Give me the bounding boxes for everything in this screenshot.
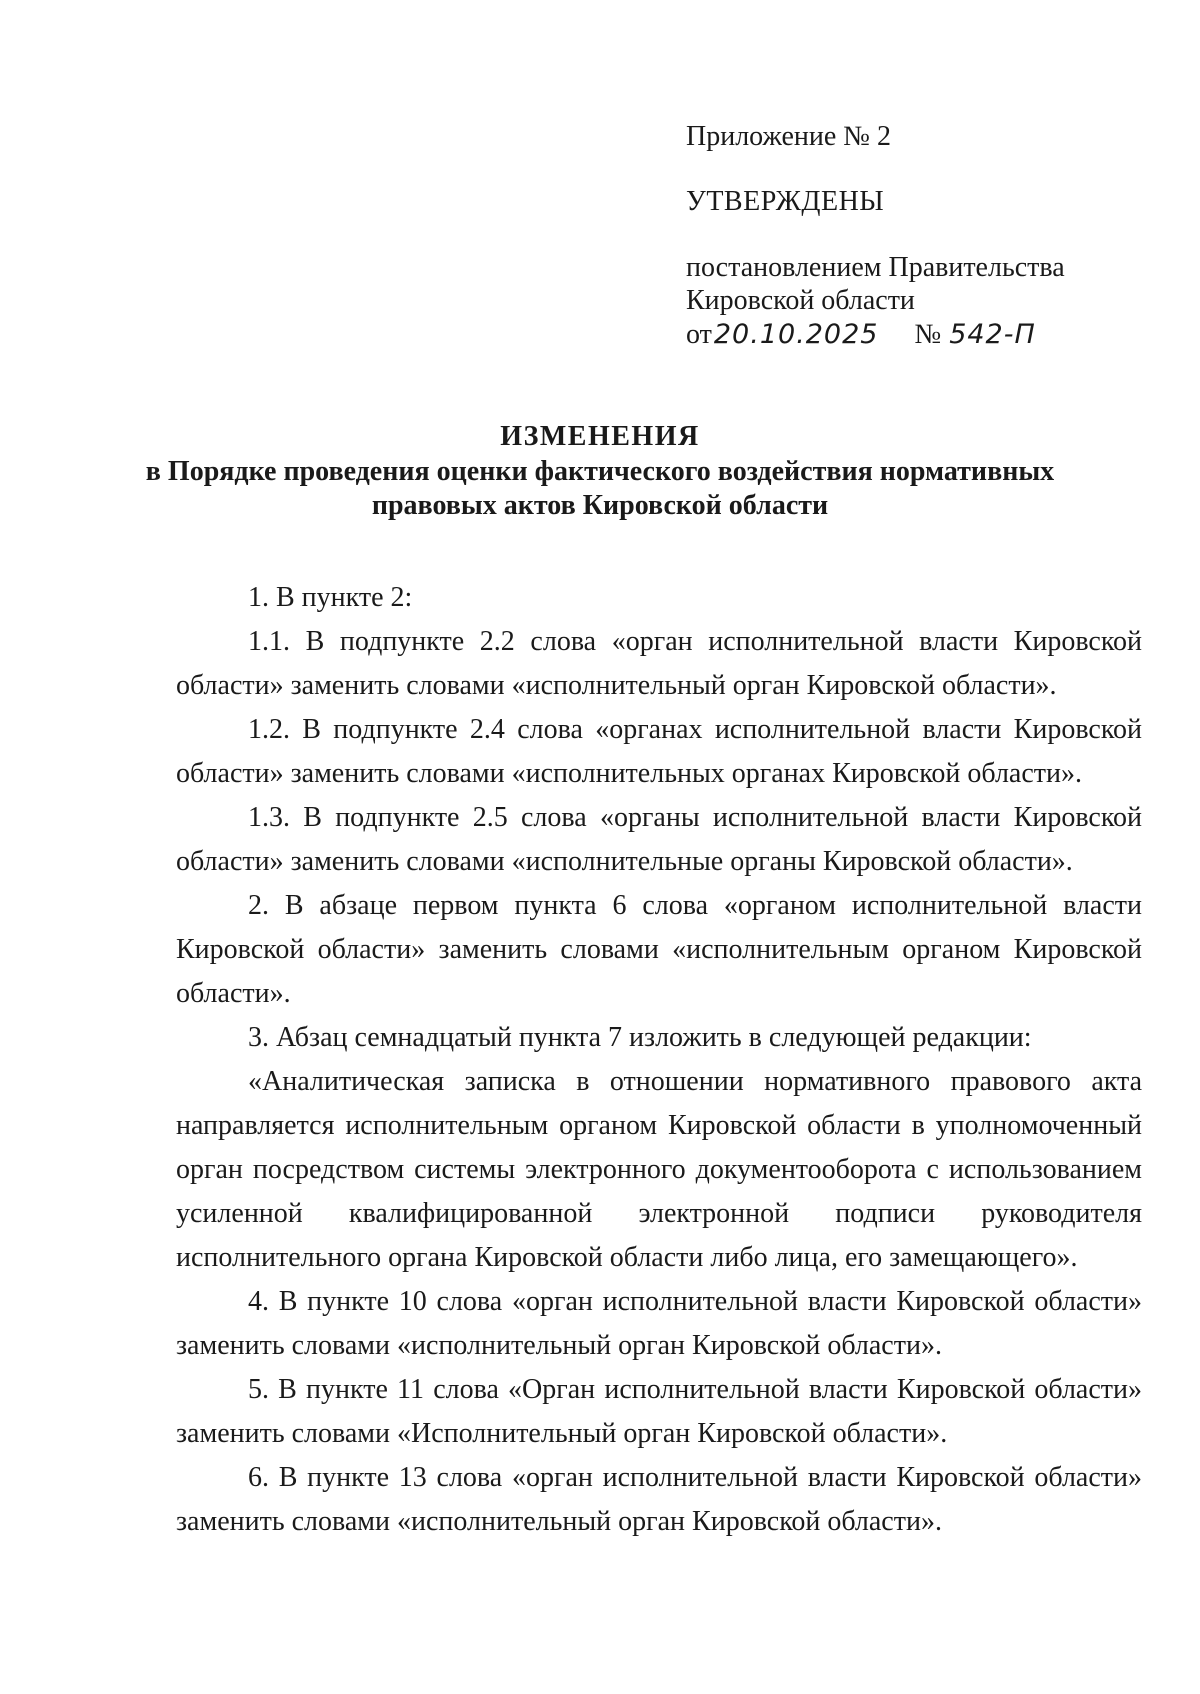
paragraph-1-1: 1.1. В подпункте 2.2 слова «орган исполнительной власти Кировской области» заменить словами «исполнительный орган Кировской области».	[176, 626, 1142, 701]
paragraph-1: 1. В пункте 2:	[248, 582, 413, 613]
paragraph-5: 5. В пункте 11 слова «Орган исполнительной власти Кировской области» заменить словами «Исполнительный орган Кировской области».	[176, 1374, 1142, 1449]
paragraph-1-2: 1.2. В подпункте 2.4 слова «органах исполнительной власти Кировской области» заменить словами «исполнительных органах Кировской области».	[176, 714, 1142, 789]
resolution-line-1: постановлением Правительства	[686, 252, 1065, 283]
resolution-line-2: Кировской области	[686, 285, 915, 316]
handwritten-number: 542-П	[949, 319, 1036, 350]
document-title: ИЗМЕНЕНИЯ	[500, 421, 700, 452]
document-body	[176, 576, 1142, 1544]
number-label: №	[914, 319, 942, 350]
approved-label: УТВЕРЖДЕНЫ	[686, 186, 885, 217]
date-prefix: от	[686, 319, 712, 350]
document-subtitle-line-1: в Порядке проведения оценки фактического воздействия нормативных	[145, 456, 1055, 487]
paragraph-3-quote: «Аналитическая записка в отношении нормативного правового акта направляется исполнительным органом Кировской области в уполномоченный орган посредством системы электронного документооборота с использованием усиленной квалифицированной электронной подписи руководителя исполнительного органа Кировской области либо лица, его замещающего».	[176, 1066, 1142, 1273]
appendix-label: Приложение № 2	[686, 121, 891, 152]
date-number-row	[686, 316, 1036, 354]
paragraph-6: 6. В пункте 13 слова «орган исполнительной власти Кировской области» заменить словами «исполнительный орган Кировской области».	[176, 1462, 1142, 1537]
paragraph-3: 3. Абзац семнадцатый пункта 7 изложить в следующей редакции:	[248, 1022, 1032, 1053]
document-subtitle-line-2: правовых актов Кировской области	[371, 490, 829, 521]
paragraph-2: 2. В абзаце первом пункта 6 слова «органом исполнительной власти Кировской области» заменить словами «исполнительным органом Кировской области».	[176, 890, 1142, 1009]
paragraph-4: 4. В пункте 10 слова «орган исполнительной власти Кировской области» заменить словами «исполнительный орган Кировской области».	[176, 1286, 1142, 1361]
handwritten-date: 20.10.2025	[713, 319, 879, 350]
paragraph-1-3: 1.3. В подпункте 2.5 слова «органы исполнительной власти Кировской области» заменить словами «исполнительные органы Кировской области».	[176, 802, 1142, 877]
